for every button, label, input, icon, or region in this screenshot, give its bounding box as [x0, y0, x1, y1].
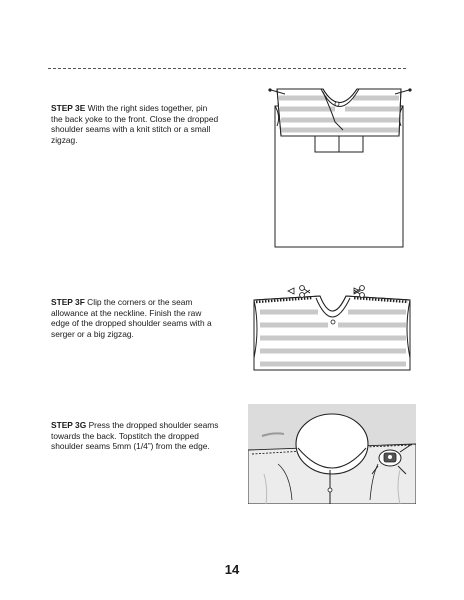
step-3e-illustration — [265, 84, 415, 259]
page-number: 14 — [224, 562, 240, 577]
step-label: STEP 3G — [51, 420, 87, 430]
step-3f-illustration — [250, 278, 415, 373]
step-3g — [51, 420, 219, 452]
step-text: With the right sides together, pin the back yoke to the front. Close the dropped shoulder seams with a knit stitch or a small zigzag. — [51, 103, 219, 145]
step-text: Clip the corners or the seam allowance at the neckline. Finish the raw edge of the dropped shoulder seams with a serger or a big zigzag. — [51, 297, 212, 339]
step-text: Press the dropped shoulder seams towards the back. Topstitch the dropped shoulder seams 5mm (1/4”) from the edge. — [51, 420, 219, 452]
step-label: STEP 3F — [51, 297, 85, 307]
dashed-divider — [48, 68, 406, 69]
step-label: STEP 3E — [51, 103, 86, 113]
step-3e — [51, 103, 219, 145]
step-3g-illustration — [248, 404, 416, 504]
step-3f — [51, 297, 219, 339]
